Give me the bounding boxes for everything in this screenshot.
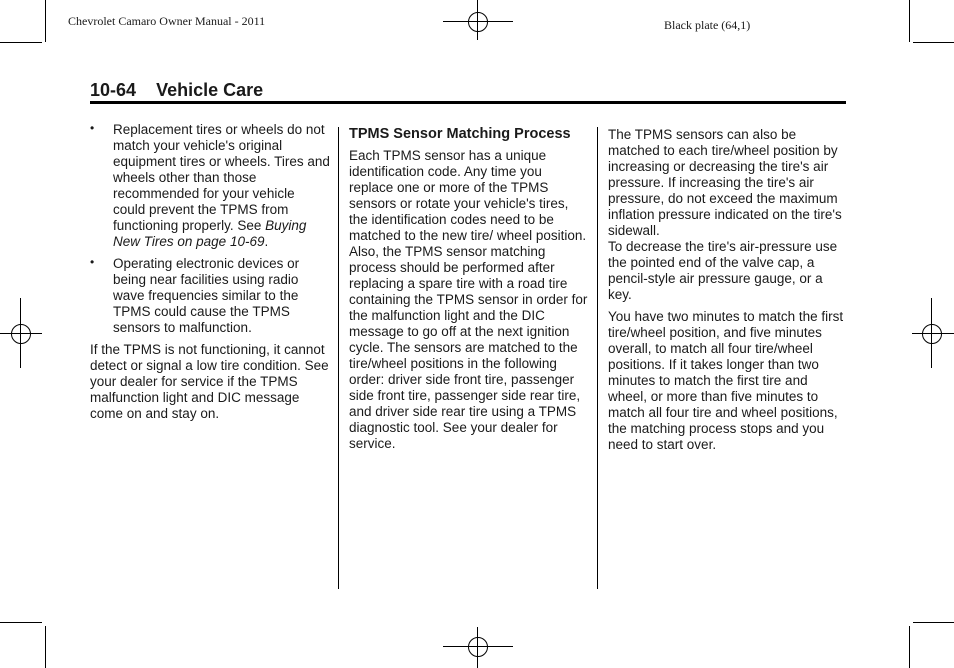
paragraph: Each TPMS sensor has a unique identification code. Any time you replace one or more of the TPMS sensors or rotate your vehicle's tires, the identification codes need to be matched to the new tire/ wheel position. Also, the TPMS sensor matching process should be performed after replacing a spare tire with a road tire containing the TPMS sensor in order for the malfunction light and the DIC message to go off at the next ignition cycle. The sensors are matched to the tire/wheel positions in the following order: driver side front tire, passenger side front tire, passenger side rear tire, and driver side rear tire using a TPMS diagnostic tool. See your dealer for service.: [349, 148, 588, 451]
bullet-suffix: .: [264, 234, 269, 249]
bullet-item: [90, 256, 330, 336]
paragraph: If the TPMS is not functioning, it cannot detect or signal a low tire condition. See your dealer for service if the TPMS malfunction light and DIC message come on and stay on.: [90, 342, 329, 421]
bullet-icon: •: [90, 255, 95, 269]
column-3: [608, 127, 848, 459]
column-2: [349, 122, 589, 458]
bullet-icon: •: [90, 121, 95, 135]
bullet-item: [90, 122, 330, 250]
plate-label: Black plate (64,1): [664, 18, 751, 32]
cross-reference-link[interactable]: Buying New Tires on page 10-69: [113, 218, 307, 249]
page-number: 10-64: [90, 80, 137, 100]
paragraph: To decrease the tire's air-pressure use the pointed end of the valve cap, a pencil-style air pressure gauge, or a key.: [608, 239, 838, 302]
column-divider-2: [597, 127, 598, 589]
manual-title: Chevrolet Camaro Owner Manual - 2011: [68, 14, 266, 28]
bullet-text: Replacement tires or wheels do not match your vehicle's original equipment tires or wheels. Tires and wheels other than those recommended for your vehicle could prevent the TPMS from functioning properly. See: [113, 122, 330, 233]
section-title: Vehicle Care: [156, 80, 264, 100]
paragraph: You have two minutes to match the first tire/wheel position, and five minutes overall, to match all four tire/wheel positions. If it takes longer than two minutes to match the first tire and wheel, or more than five minutes to match all four tire and wheel positions, the matching process stops and you need to start over.: [608, 309, 844, 452]
section-heading: [90, 80, 263, 101]
bullet-text: Operating electronic devices or being near facilities using radio wave frequencies similar to the TPMS could cause the TPMS sensors to malfunction.: [113, 256, 300, 335]
column-1: [90, 122, 330, 428]
paragraph: The TPMS sensors can also be matched to each tire/wheel position by increasing or decreasing the tire's air pressure. If increasing the tire's air pressure, do not exceed the maximum inflation pressure indicated on the tire's sidewall.: [608, 127, 842, 238]
section-rule: [90, 101, 846, 104]
column-divider-1: [338, 127, 339, 589]
subsection-heading: TPMS Sensor Matching Process: [349, 126, 571, 142]
